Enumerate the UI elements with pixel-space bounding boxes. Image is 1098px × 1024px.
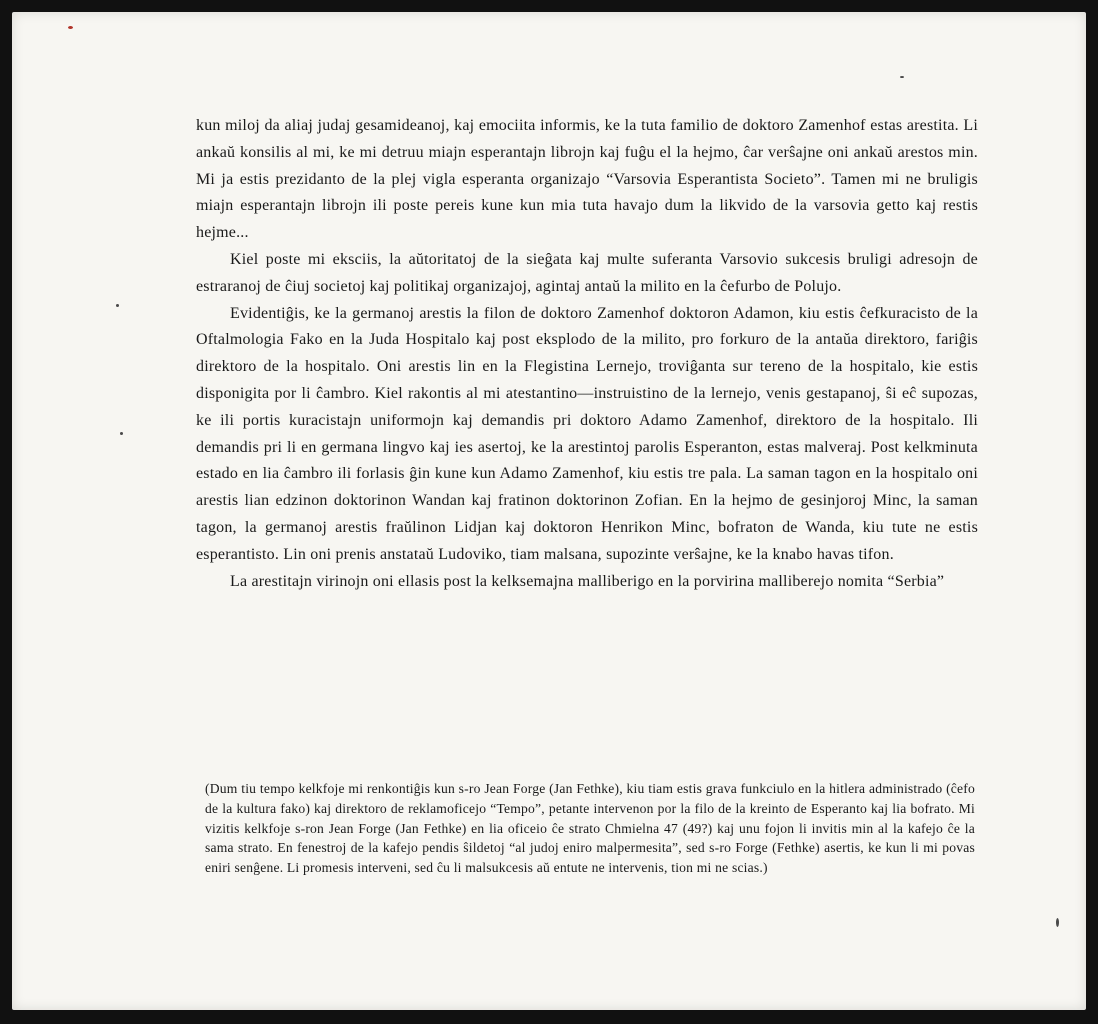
paragraph-1: kun miloj da aliaj judaj gesamideanoj, kaj emociita informis, ke la tuta familio de doktoro Zamenhof estas arestita. Li ankaŭ konsilis al mi, ke mi detruu miajn esperantajn librojn kaj fuĝu el la hejmo, ĉar verŝajne oni ankaŭ arestos min. Mi ja estis prezidanto de la plej vigla esperanta organizajo “Varsovia Esperantista Societo”. Tamen mi ne bruligis miajn esperantajn librojn ili poste pereis kune kun mia tuta havajo dum la likvido de la varsovia getto kaj restis hejme... — [196, 117, 978, 242]
ink-speck — [116, 304, 119, 307]
ink-speck — [68, 26, 73, 29]
footnote: (Dum tiu tempo kelkfoje mi renkontiĝis kun s-ro Jean Forge (Jan Fethke), kiu tiam estis grava funkciulo en la hitlera administrado (ĉefo de la kultura fako) kaj direktoro de reklamoficejo “Tempo”, petante intervenon por la filo de la kreinto de Esperanto kaj lia bofrato. Mi vizitis kelkfoje s-ron Jean Forge (Jan Fethke) en lia oficeio ĉe strato Chmielna 47 (49?) kaj unu fojon li invitis min al la kafejo ĉe la sama strato. En fenestroj de la kafejo pendis ŝildetoj “al judoj eniro malpermesita”, sed s-ro Forge (Fethke) asertis, ke kun li mi povas eniri senĝene. Li promesis interveni, sed ĉu li malsukcesis aŭ entute ne intervenis, tion mi ne scias.) — [205, 781, 975, 876]
ink-speck — [120, 432, 123, 435]
ink-speck — [900, 76, 904, 78]
paragraph-3: Evidentiĝis, ke la germanoj arestis la filon de doktoro Zamenhof doktoron Adamon, kiu estis ĉefkuracisto de la Oftalmologia Fako en la Juda Hospitalo kaj post eksplodo de la milito, pro forkuro de la antaŭa direktoro, fariĝis direktoro de la hospitalo. Oni arestis lin en la Flegistina Lernejo, troviĝanta sur tereno de la hospitalo, kie estis disponigita por li ĉambro. Kiel rakontis al mi atestantino—instruistino de la lernejo, venis gestapanoj, ŝi eĉ supozas, ke ili portis kuracistajn uniformojn kaj demandis pri doktoro Adamo Zamenhof, direktoro de la hospitalo. Ili demandis pri li en germana lingvo kaj ies asertoj, ke la arestintoj parolis Esperanton, estas malveraj. Post kelkminuta estado en lia ĉambro ili forlasis ĝin kune kun Adamo Zamenhof, kiu estis tre pala. La saman tagon en la hospitalo oni arestis lian edzinon doktorinon Wandan kaj fratinon doktorinon Zofian. En la hejmo de gesinjoroj Minc, la saman tagon, la germanoj arestis fraŭlinon Lidjan kaj doktoron Henrikon Minc, bofraton de Wanda, kiu tute ne estis esperantisto. Lin oni prenis anstataŭ Ludoviko, tiam malsana, supozinte verŝajne, ke la knabo havas tifon. — [196, 304, 978, 563]
main-text — [196, 113, 978, 595]
paragraph-4: La arestitajn virinojn oni ellasis post la kelksemajna malliberigo en la porvirina malliberejo nomita “Serbia” — [230, 572, 945, 590]
paragraph-2: Kiel poste mi eksciis, la aŭtoritatoj de la sieĝata kaj multe suferanta Varsovio sukcesis bruligi adresojn de estraranoj de ĉiuj societoj kaj politikaj organizajoj, agintaj antaŭ la milito en la ĉefurbo de Polujo. — [196, 250, 978, 295]
ink-speck — [1056, 918, 1059, 927]
